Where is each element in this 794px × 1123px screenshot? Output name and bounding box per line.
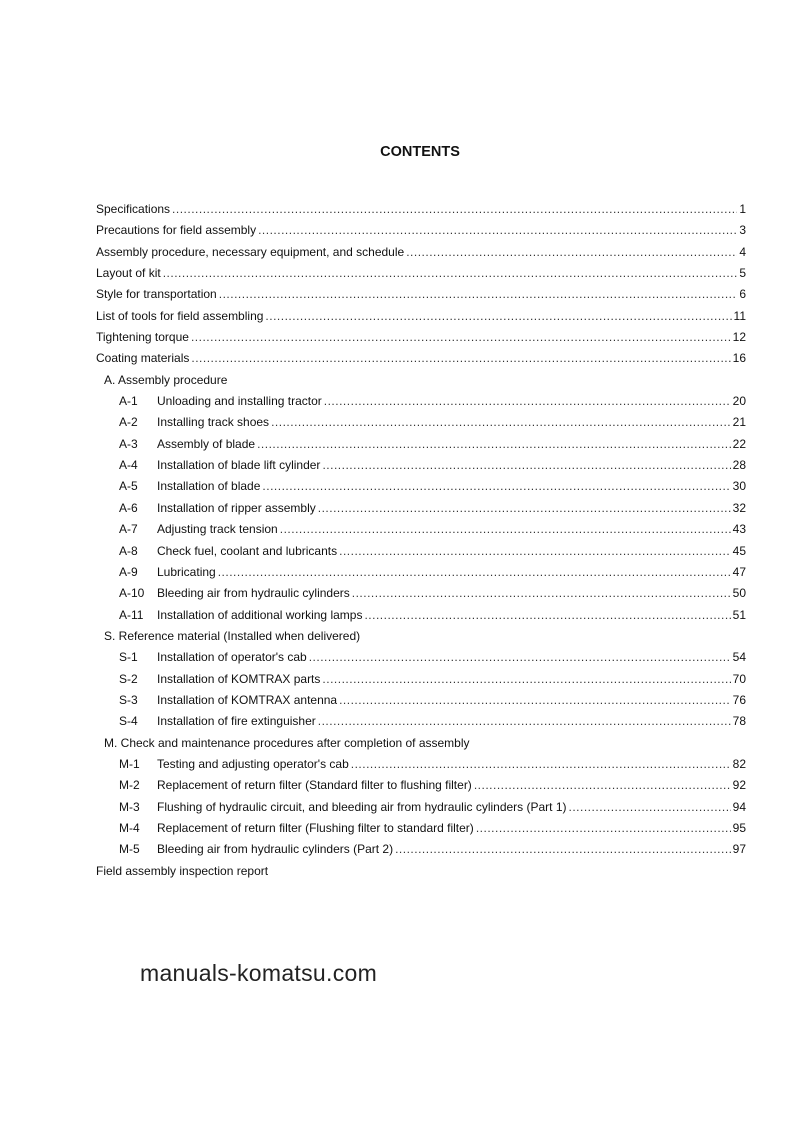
dot-leader <box>569 798 731 816</box>
entry-code: A-11 <box>119 607 144 622</box>
toc-entry[interactable] <box>96 307 746 328</box>
entry-code: M-2 <box>119 778 140 793</box>
toc-entry[interactable] <box>96 691 746 712</box>
dot-leader <box>339 542 731 560</box>
toc-entry[interactable] <box>96 648 746 669</box>
dot-leader <box>219 285 738 303</box>
entry-title: Bleeding air from hydraulic cylinders (Part 2) <box>157 842 394 857</box>
dot-leader <box>262 477 730 495</box>
entry-page-number: 94 <box>732 799 746 814</box>
entry-title: Installation of KOMTRAX antenna <box>157 692 338 707</box>
entry-title: List of tools for field assembling <box>96 308 264 323</box>
entry-page-number: 12 <box>732 330 746 345</box>
entry-page-number: 76 <box>732 692 746 707</box>
toc-entry[interactable] <box>96 755 746 776</box>
toc-entry[interactable] <box>96 200 746 221</box>
toc-entry[interactable] <box>96 520 746 541</box>
entry-page-number: 70 <box>732 671 746 686</box>
section-heading-m: M. Check and maintenance procedures after completion of assembly <box>104 735 470 750</box>
entry-title: Assembly of blade <box>157 436 256 451</box>
entry-page-number: 50 <box>732 586 746 601</box>
entry-code: A-9 <box>119 564 138 579</box>
entry-code: M-5 <box>119 842 140 857</box>
entry-page-number: 21 <box>732 415 746 430</box>
toc-entry[interactable] <box>96 798 746 819</box>
toc-entry[interactable] <box>96 499 746 520</box>
dot-leader <box>476 819 731 837</box>
dot-leader <box>395 840 731 858</box>
entry-title: Installation of blade lift cylinder <box>157 458 321 473</box>
entry-code: A-4 <box>119 458 138 473</box>
toc-entry[interactable] <box>96 413 746 434</box>
entry-code: A-7 <box>119 522 138 537</box>
entry-page-number: 5 <box>739 266 746 281</box>
entry-title: Installation of ripper assembly <box>157 500 316 515</box>
dot-leader <box>352 584 731 602</box>
toc-entry[interactable] <box>96 840 746 861</box>
entry-page-number: 20 <box>732 394 746 409</box>
entry-title: Installing track shoes <box>157 415 270 430</box>
dot-leader <box>258 221 737 239</box>
dot-leader <box>318 712 731 730</box>
dot-leader <box>163 264 738 282</box>
entry-title: Precautions for field assembly <box>96 223 257 238</box>
entry-title: Installation of blade <box>157 479 261 494</box>
entry-title: Layout of kit <box>96 266 161 281</box>
toc-entry[interactable] <box>96 477 746 498</box>
dot-leader <box>218 563 731 581</box>
entry-code: S-1 <box>119 650 138 665</box>
entry-title: Testing and adjusting operator's cab <box>157 756 349 771</box>
dot-leader <box>257 435 731 453</box>
entry-page-number: 47 <box>732 564 746 579</box>
section-heading-s: S. Reference material (Installed when delivered) <box>104 628 361 643</box>
entry-page-number: 92 <box>732 778 746 793</box>
toc-entry[interactable] <box>96 392 746 413</box>
entry-page-number: 95 <box>732 820 746 835</box>
toc-entry-final: Field assembly inspection report <box>96 863 269 878</box>
entry-title: Flushing of hydraulic circuit, and bleeding air from hydraulic cylinders (Part 1) <box>157 799 567 814</box>
entry-code: A-6 <box>119 500 138 515</box>
dot-leader <box>271 413 731 431</box>
dot-leader <box>351 755 731 773</box>
entry-title: Style for transportation <box>96 287 217 302</box>
entry-page-number: 82 <box>732 756 746 771</box>
dot-leader <box>322 670 730 688</box>
dot-leader <box>191 349 730 367</box>
entry-page-number: 3 <box>739 223 746 238</box>
toc-entry[interactable] <box>96 456 746 477</box>
toc-entry[interactable] <box>96 264 746 285</box>
entry-code: S-2 <box>119 671 138 686</box>
toc-entry[interactable] <box>96 670 746 691</box>
entry-page-number: 30 <box>732 479 746 494</box>
entry-page-number: 1 <box>739 202 746 216</box>
page-title: CONTENTS <box>380 144 460 160</box>
entry-title: Lubricating <box>157 564 216 579</box>
entry-page-number: 32 <box>732 500 746 515</box>
entry-page-number: 45 <box>732 543 746 558</box>
dot-leader <box>364 606 730 624</box>
entry-code: M-4 <box>119 820 140 835</box>
entry-title: Replacement of return filter (Flushing filter to standard filter) <box>157 820 474 835</box>
toc-entry[interactable] <box>96 542 746 563</box>
entry-code: S-3 <box>119 692 138 707</box>
entry-title: Installation of fire extinguisher <box>157 714 316 729</box>
dot-leader <box>265 307 731 325</box>
entry-title: Replacement of return filter (Standard filter to flushing filter) <box>157 778 472 793</box>
entry-page-number: 43 <box>732 522 746 537</box>
toc-entry[interactable] <box>96 435 746 456</box>
toc-entry[interactable] <box>96 285 746 306</box>
entry-code: A-2 <box>119 415 138 430</box>
toc-entry[interactable] <box>96 819 746 840</box>
watermark: manuals-komatsu.com <box>140 960 378 986</box>
dot-leader <box>324 392 731 410</box>
entry-page-number: 51 <box>732 607 746 622</box>
toc-entry[interactable] <box>96 584 746 605</box>
entry-code: M-3 <box>119 799 140 814</box>
entry-page-number: 6 <box>739 287 746 302</box>
entry-title: Adjusting track tension <box>157 522 278 537</box>
entry-page-number: 16 <box>732 351 746 366</box>
entry-page-number: 28 <box>732 458 746 473</box>
dot-leader <box>318 499 731 517</box>
dot-leader <box>406 243 737 261</box>
entry-page-number: 97 <box>732 842 746 857</box>
toc-entry[interactable] <box>96 349 746 370</box>
entry-title: Check fuel, coolant and lubricants <box>157 543 338 558</box>
dot-leader <box>191 328 731 346</box>
entry-page-number: 11 <box>733 308 746 323</box>
entry-title: Unloading and installing tractor <box>157 394 322 409</box>
dot-leader <box>172 200 737 218</box>
entry-code: S-4 <box>119 714 138 729</box>
toc-entry[interactable] <box>96 563 746 584</box>
toc-entry[interactable] <box>96 328 746 349</box>
entry-code: A-3 <box>119 436 138 451</box>
entry-title: Specifications <box>96 202 171 216</box>
toc-entry[interactable] <box>96 776 746 797</box>
table-of-contents <box>96 200 746 883</box>
section-heading-a: A. Assembly procedure <box>104 372 228 387</box>
dot-leader <box>309 648 731 666</box>
entry-title: Tightening torque <box>96 330 189 345</box>
entry-code: A-8 <box>119 543 138 558</box>
entry-title: Bleeding air from hydraulic cylinders <box>157 586 350 601</box>
dot-leader <box>474 776 731 794</box>
entry-title: Coating materials <box>96 351 190 366</box>
toc-entry[interactable] <box>96 606 746 627</box>
entry-title: Assembly procedure, necessary equipment, and schedule <box>96 244 405 259</box>
entry-code: A-5 <box>119 479 138 494</box>
entry-title: Installation of operator's cab <box>157 650 307 665</box>
toc-entry[interactable] <box>96 221 746 242</box>
entry-title: Installation of KOMTRAX parts <box>157 671 321 686</box>
entry-page-number: 54 <box>732 650 746 665</box>
toc-entry[interactable] <box>96 712 746 733</box>
toc-entry[interactable] <box>96 243 746 264</box>
entry-code: A-1 <box>119 394 138 409</box>
entry-code: M-1 <box>119 756 140 771</box>
entry-page-number: 78 <box>732 714 746 729</box>
entry-code: A-10 <box>119 586 145 601</box>
dot-leader <box>322 456 730 474</box>
entry-title: Installation of additional working lamps <box>157 607 363 622</box>
entry-page-number: 4 <box>739 244 746 259</box>
dot-leader <box>339 691 731 709</box>
dot-leader <box>280 520 731 538</box>
entry-page-number: 22 <box>732 436 746 451</box>
